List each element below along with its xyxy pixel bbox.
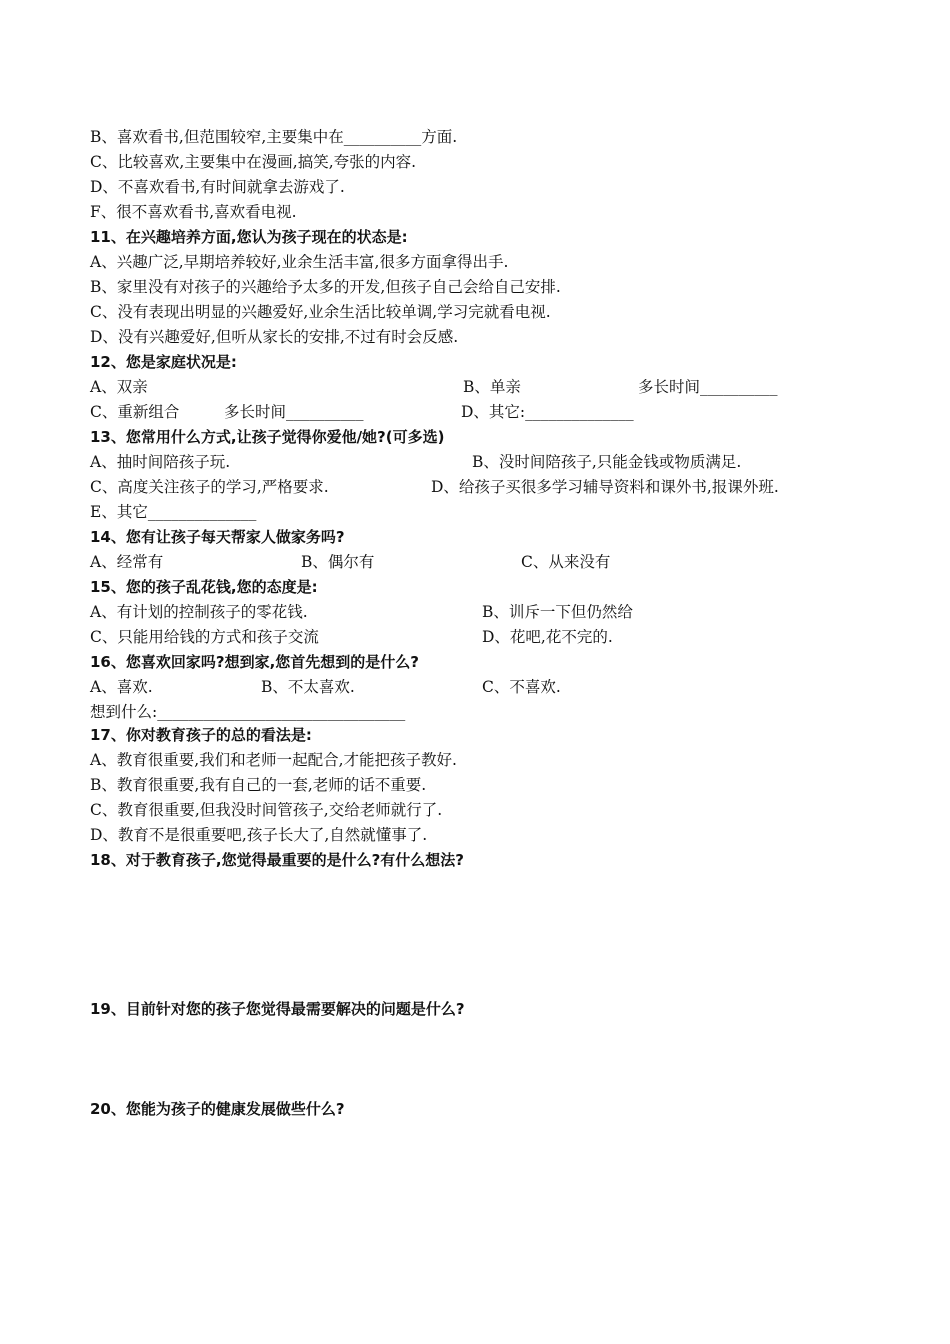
- q12-option-b: B、单亲: [463, 378, 521, 396]
- q11-option-c: C、没有表现出明显的兴趣爱好,业余生活比较单调,学习完就看电视.: [90, 303, 551, 321]
- q14-question: 14、您有让孩子每天帮家人做家务吗?: [90, 528, 345, 546]
- q13-question: 13、您常用什么方式,让孩子觉得你爱他/她?(可多选): [90, 428, 445, 446]
- q10-option-d: D、不喜欢看书,有时间就拿去游戏了.: [90, 178, 345, 196]
- q17-option-b: B、教育很重要,我有自己的一套,老师的话不重要.: [90, 776, 427, 794]
- q12-row-1: [90, 376, 850, 398]
- q13-row-2: [90, 476, 870, 498]
- q16-option-a: A、喜欢.: [90, 678, 153, 696]
- q18-question: 18、对于教育孩子,您觉得最重要的是什么?有什么想法?: [90, 851, 464, 869]
- q13-option-b: B、没时间陪孩子,只能金钱或物质满足.: [472, 453, 742, 471]
- q16-question: 16、您喜欢回家吗?想到家,您首先想到的是什么?: [90, 653, 419, 671]
- q11-question: 11、在兴趣培养方面,您认为孩子现在的状态是:: [90, 228, 408, 246]
- q15-option-b: B、训斥一下但仍然给: [482, 603, 633, 621]
- q12-option-d: D、其它:______________: [461, 403, 634, 421]
- q15-row-2: [90, 626, 850, 648]
- q10-option-c: C、比较喜欢,主要集中在漫画,搞笑,夸张的内容.: [90, 153, 417, 171]
- q19-question: 19、目前针对您的孩子您觉得最需要解决的问题是什么?: [90, 1000, 465, 1018]
- q17-option-c: C、教育很重要,但我没时间管孩子,交给老师就行了.: [90, 801, 443, 819]
- q17-question: 17、你对教育孩子的总的看法是:: [90, 726, 312, 744]
- q13-option-e: E、其它______________: [90, 503, 257, 521]
- q15-option-a: A、有计划的控制孩子的零花钱.: [90, 603, 308, 621]
- q12-option-c-duration: 多长时间__________: [224, 403, 364, 421]
- q11-option-d: D、没有兴趣爱好,但听从家长的安排,不过有时会反感.: [90, 328, 459, 346]
- q15-row-1: [90, 601, 850, 623]
- q14-option-c: C、从来没有: [521, 553, 611, 571]
- q15-question: 15、您的孩子乱花钱,您的态度是:: [90, 578, 318, 596]
- q10-option-f: F、很不喜欢看书,喜欢看电视.: [90, 203, 297, 221]
- q13-option-d: D、给孩子买很多学习辅导资料和课外书,报课外班.: [431, 478, 779, 496]
- q15-option-c: C、只能用给钱的方式和孩子交流: [90, 628, 319, 646]
- q13-option-c: C、高度关注孩子的学习,严格要求.: [90, 478, 329, 496]
- q17-option-d: D、教育不是很重要吧,孩子长大了,自然就懂事了.: [90, 826, 428, 844]
- q12-option-b-duration: 多长时间__________: [638, 378, 778, 396]
- q11-option-a: A、兴趣广泛,早期培养较好,业余生活丰富,很多方面拿得出手.: [90, 253, 509, 271]
- q12-row-2: [90, 401, 850, 423]
- q16-option-c: C、不喜欢.: [482, 678, 561, 696]
- q12-question: 12、您是家庭状况是:: [90, 353, 237, 371]
- q11-option-b: B、家里没有对孩子的兴趣给予太多的开发,但孩子自己会给自己安排.: [90, 278, 561, 296]
- q14-option-b: B、偶尔有: [301, 553, 375, 571]
- q16-think-field: 想到什么:________________________________: [90, 703, 406, 721]
- q16-option-b: B、不太喜欢.: [261, 678, 355, 696]
- q16-row: [90, 676, 850, 698]
- q13-row-1: [90, 451, 850, 473]
- q12-option-c: C、重新组合: [90, 403, 180, 421]
- q13-option-a: A、抽时间陪孩子玩.: [90, 453, 231, 471]
- q17-option-a: A、教育很重要,我们和老师一起配合,才能把孩子教好.: [90, 751, 457, 769]
- q15-option-d: D、花吧,花不完的.: [482, 628, 613, 646]
- q10-option-b: B、喜欢看书,但范围较窄,主要集中在__________方面.: [90, 128, 458, 146]
- q12-option-a: A、双亲: [90, 378, 148, 396]
- q14-row: [90, 551, 850, 573]
- q14-option-a: A、经常有: [90, 553, 164, 571]
- q20-question: 20、您能为孩子的健康发展做些什么?: [90, 1100, 345, 1118]
